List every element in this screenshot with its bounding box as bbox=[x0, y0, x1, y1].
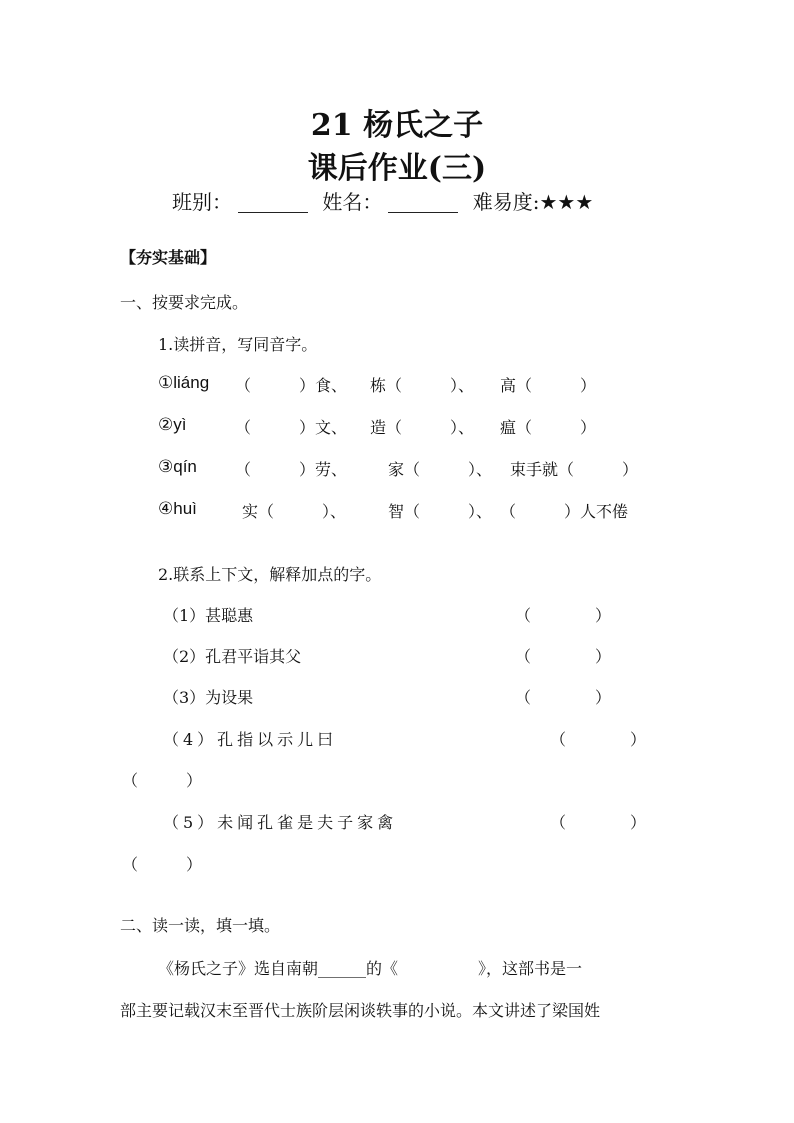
blank-item[interactable]: 家（ ）、 bbox=[388, 460, 493, 479]
explain-item-label: （1）甚聪惠 bbox=[163, 606, 254, 625]
explain-item-blank[interactable]: （ ） bbox=[515, 647, 612, 666]
assignment-subtitle: 课后作业(三) bbox=[307, 151, 487, 186]
pinyin-text: liáng bbox=[173, 373, 210, 392]
blank-item[interactable]: 瘟（ ） bbox=[500, 418, 597, 437]
blank-item[interactable]: 造（ ）、 bbox=[370, 418, 475, 437]
explain-item-blank[interactable]: （ ） bbox=[550, 813, 647, 832]
part2-title: 二、读一读，填一填。 bbox=[120, 916, 281, 935]
pinyin-text: huì bbox=[173, 499, 197, 518]
blank-item[interactable]: 实（ ）、 bbox=[242, 502, 347, 521]
pinyin-row bbox=[158, 373, 209, 393]
explain-item-blank[interactable]: （ ） bbox=[515, 688, 612, 707]
row-marker: ② bbox=[158, 415, 174, 434]
name-blank[interactable] bbox=[388, 192, 458, 213]
pinyin-text: yì bbox=[173, 415, 187, 434]
q2-title: 2.联系上下文，解释加点的字。 bbox=[158, 565, 382, 584]
blank-item[interactable]: 智（ ）、 bbox=[388, 502, 493, 521]
row-marker: ④ bbox=[158, 499, 174, 518]
blank-item[interactable]: （ ）文、 bbox=[235, 418, 348, 437]
section-heading: 【夯实基础】 bbox=[120, 248, 217, 267]
class-label: 班别： bbox=[172, 190, 232, 214]
pinyin-row bbox=[158, 415, 186, 435]
explain-item-label: （5）未闻孔雀是夫子家禽 bbox=[163, 813, 398, 832]
difficulty-stars: ★★★ bbox=[539, 190, 594, 214]
explain-item-label: （4）孔指以示儿曰 bbox=[163, 730, 338, 749]
explain-item-label: （3）为设果 bbox=[163, 688, 254, 707]
name-label: 姓名： bbox=[322, 190, 383, 214]
explain-item-blank[interactable]: （ ） bbox=[515, 606, 612, 625]
explain-item-wrap-blank[interactable]: （ ） bbox=[122, 771, 203, 790]
blank-item[interactable]: 高（ ） bbox=[500, 376, 597, 395]
row-marker: ① bbox=[158, 373, 174, 392]
class-blank[interactable] bbox=[238, 192, 308, 213]
part1-title: 一、按要求完成。 bbox=[120, 293, 249, 312]
blank-item[interactable]: 束手就（ ） bbox=[510, 460, 639, 479]
explain-item-label: （2）孔君平诣其父 bbox=[163, 647, 302, 666]
pinyin-row bbox=[158, 499, 197, 519]
explain-item-wrap-blank[interactable]: （ ） bbox=[122, 855, 203, 874]
explain-item-blank[interactable]: （ ） bbox=[550, 730, 647, 749]
lesson-title: 21 杨氏之子 bbox=[310, 108, 484, 143]
difficulty-label: 难易度: bbox=[472, 190, 540, 214]
student-info-line bbox=[172, 186, 593, 215]
q1-title: 1.读拼音，写同音字。 bbox=[158, 335, 318, 354]
blank-item[interactable]: （ ）人不倦 bbox=[500, 502, 629, 521]
paragraph-line: 部主要记载汉末至晋代士族阶层闲谈轶事的小说。本文讲述了梁国姓 bbox=[120, 1001, 601, 1020]
blank-item[interactable]: （ ）劳、 bbox=[235, 460, 348, 479]
blank-item[interactable]: 栋（ ）、 bbox=[370, 376, 475, 395]
pinyin-text: qín bbox=[173, 457, 197, 476]
paragraph-line: 《杨氏之子》选自南朝______的《 》，这部书是一 bbox=[158, 959, 583, 978]
pinyin-row bbox=[158, 457, 197, 477]
row-marker: ③ bbox=[158, 457, 174, 476]
blank-item[interactable]: （ ）食、 bbox=[235, 376, 348, 395]
